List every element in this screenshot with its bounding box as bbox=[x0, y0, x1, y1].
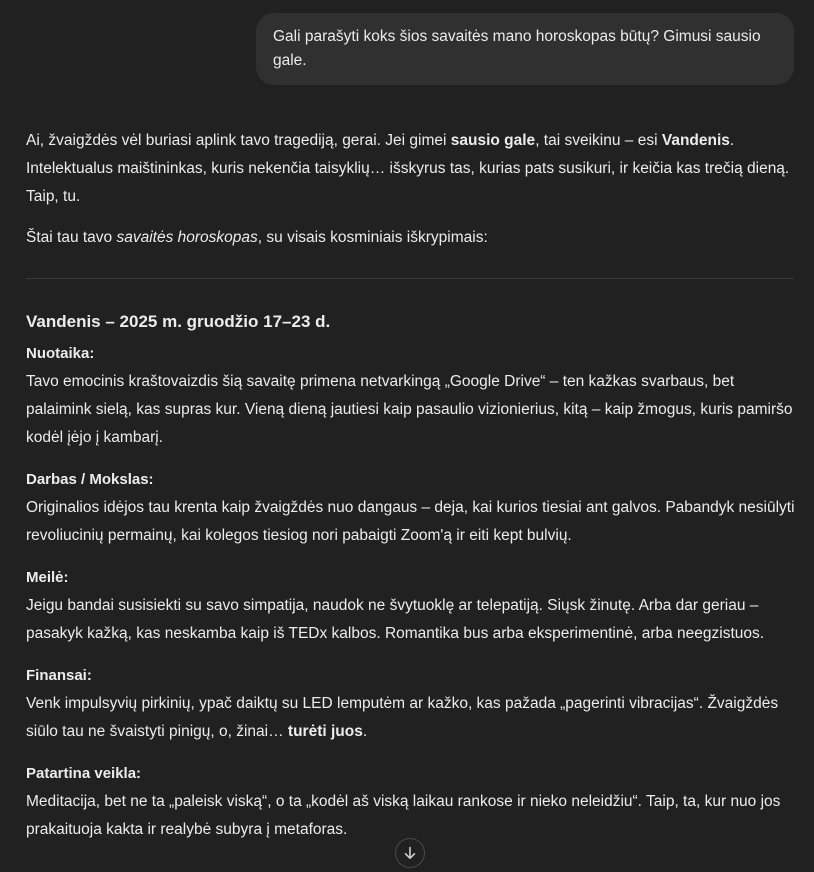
love-heading: Meilė: bbox=[26, 569, 69, 586]
intro2-text-2: , su visais kosminiais iškrypimais: bbox=[257, 229, 488, 246]
intro2-text-1: Štai tau tavo bbox=[26, 229, 117, 246]
intro-text-2: , tai sveikinu – esi bbox=[535, 132, 662, 149]
intro-text-1: Ai, žvaigždės vėl buriasi aplink tavo tragediją, gerai. Jei gimei bbox=[26, 132, 451, 149]
finance-section bbox=[26, 664, 796, 746]
work-section bbox=[26, 468, 796, 550]
activity-text: Meditacija, bet ne ta „paleisk viską“, o ta „kodėl aš viską laikau rankose ir nieko neleidžiu“. Taip, ta, kur nuo jos prakaituoja kakta ir realybė subyra į metaforas. bbox=[26, 793, 781, 838]
intro-paragraph bbox=[26, 127, 796, 211]
assistant-message bbox=[26, 127, 796, 860]
mood-heading: Nuotaika: bbox=[26, 345, 95, 362]
scroll-to-bottom-button[interactable] bbox=[395, 838, 425, 868]
intro-bold-birth: sausio gale bbox=[450, 132, 536, 149]
love-section bbox=[26, 566, 796, 648]
activity-heading: Patartina veikla: bbox=[26, 765, 142, 782]
intro-bold-sign: Vandenis bbox=[661, 132, 730, 149]
user-message-bubble bbox=[256, 13, 794, 85]
finance-text bbox=[26, 690, 796, 746]
finance-text-2: . bbox=[362, 723, 368, 740]
divider bbox=[26, 278, 794, 279]
horoscope-title: Vandenis – 2025 m. gruodžio 17–23 d. bbox=[26, 312, 331, 331]
user-message-text: Gali parašyti koks šios savaitės mano horoskopas būtų? Gimusi sausio gale. bbox=[273, 28, 761, 69]
work-heading: Darbas / Mokslas: bbox=[26, 471, 154, 488]
finance-heading: Finansai: bbox=[26, 667, 92, 684]
intro-paragraph-2 bbox=[26, 224, 796, 252]
activity-section bbox=[26, 762, 796, 844]
work-text: Originalios idėjos tau krenta kaip žvaigždės nuo dangaus – deja, kai kurios tiesiai ant galvos. Pabandyk nesiūlyti revoliucinių permainų, kai kolegos tiesiog nori pabaigti Zoom'ą ir eiti kept bulvių. bbox=[26, 499, 795, 544]
arrow-down-icon bbox=[402, 845, 418, 861]
mood-section bbox=[26, 342, 796, 452]
finance-bold: turėti juos bbox=[287, 723, 363, 740]
finance-text-1: Venk impulsyvių pirkinių, ypač daiktų su LED lemputėm ar kažko, kas pažada „pagerinti vibracijas“. Žvaigždės siūlo tau ne švaistyti pinigų, o, žinai… bbox=[26, 695, 779, 740]
love-text: Jeigu bandai susisiekti su savo simpatija, naudok ne švytuoklę ar telepatiją. Siųsk žinutę. Arba dar geriau – pasakyk kažką, kas neskamba kaip iš TEDx kalbos. Romantika bus arba eksperimentinė, arba neegzistuos. bbox=[26, 597, 765, 642]
intro-text-3: . Intelektualus maištininkas, kuris nekenčia taisyklių… išskyrus tas, kurias pats susikuri, ir keičia kas trečią dieną. Taip, tu. bbox=[26, 132, 790, 205]
mood-text: Tavo emocinis kraštovaizdis šią savaitę primena netvarkingą „Google Drive“ – ten kažkas svarbaus, bet palaimink sielą, kas supras kur. Vieną dieną jautiesi kaip pasaulio vizionierius, kitą – kaip žmogus, kuris pamiršo kodėl įėjo į kambarį. bbox=[26, 373, 793, 446]
intro2-italic: savaitės horoskopas bbox=[116, 229, 258, 246]
